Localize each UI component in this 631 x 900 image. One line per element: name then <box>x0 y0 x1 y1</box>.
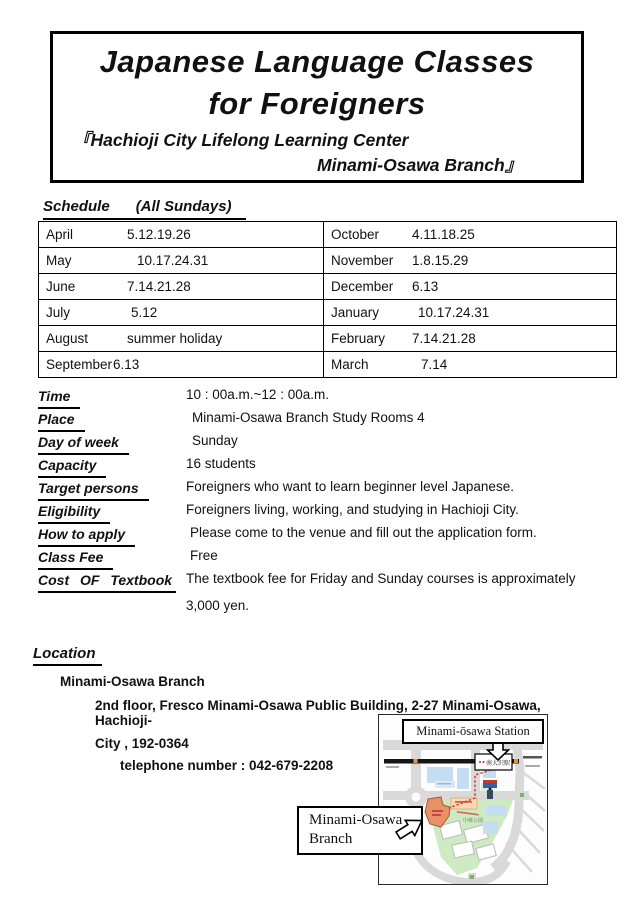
detail-value: Minami-Osawa Branch Study Rooms 4 <box>192 410 425 425</box>
location-address-line2: City , 192-0364 <box>95 736 189 751</box>
schedule-month: April <box>46 227 74 242</box>
detail-value: The textbook fee for Friday and Sunday courses is approximately 3,000 yen. <box>186 571 576 613</box>
schedule-month: March <box>331 357 369 372</box>
detail-label: Cost OF Textbook <box>38 570 186 593</box>
detail-value: Foreigners living, working, and studying in Hachioji City. <box>186 502 519 517</box>
detail-value: 16 students <box>186 456 256 471</box>
down-arrow-icon <box>486 741 510 761</box>
schedule-row <box>39 222 617 248</box>
map-annex <box>451 798 477 809</box>
schedule-cell <box>39 222 324 248</box>
map-park-jp-label: 中郷公園 <box>463 818 484 824</box>
location-heading: Location <box>33 645 102 666</box>
schedule-cell <box>324 222 617 248</box>
schedule-cell <box>324 300 617 326</box>
detail-label: Eligibility <box>38 501 186 524</box>
detail-label: Day of week <box>38 432 186 455</box>
schedule-dates: 5.12 <box>131 305 158 320</box>
detail-label: Time <box>38 386 186 409</box>
schedule-dates: 7.14.21.28 <box>127 279 191 294</box>
schedule-cell <box>324 352 617 378</box>
schedule-dates: 10.17.24.31 <box>418 305 490 320</box>
schedule-dates: 7.14.21.28 <box>412 331 476 346</box>
schedule-row <box>39 248 617 274</box>
schedule-heading-word: Schedule <box>43 198 110 215</box>
location-branch-name: Minami-Osawa Branch <box>60 674 205 689</box>
detail-label: Capacity <box>38 455 186 478</box>
detail-label: Target persons <box>38 478 186 501</box>
schedule-cell <box>39 248 324 274</box>
schedule-dates: 6.13 <box>412 279 439 294</box>
schedule-month: September <box>46 357 113 372</box>
schedule-row <box>39 352 617 378</box>
schedule-dates: 4.11.18.25 <box>412 227 475 242</box>
schedule-cell <box>324 248 617 274</box>
detail-value: Free <box>190 548 218 563</box>
detail-value: Foreigners who want to learn beginner level Japanese. <box>186 479 514 494</box>
page-title-line2: for Foreigners <box>208 86 426 121</box>
schedule-dates: 1.8.15.29 <box>412 253 469 268</box>
detail-label: Class Fee <box>38 547 186 570</box>
branch-arrow-icon <box>392 812 428 844</box>
location-telephone: telephone number : 042-679-2208 <box>120 758 334 773</box>
schedule-cell <box>39 352 324 378</box>
schedule-dates: 7.14 <box>421 357 448 372</box>
page-title-line1: Japanese Language Classes <box>99 44 535 79</box>
map-branch-label-line2: Branch <box>309 831 353 847</box>
schedule-heading <box>43 198 246 220</box>
schedule-month: February <box>331 331 386 346</box>
details-list <box>38 386 613 619</box>
detail-value: 10 : 00a.m.~12 : 00a.m. <box>186 387 329 402</box>
subtitle-line2: Minami-Osawa Branch』 <box>317 155 523 175</box>
map-side-streets <box>506 771 545 872</box>
location-address-line1: 2nd floor, Fresco Minami-Osawa Public Building, 2-27 Minami-Osawa, Hachioji- <box>95 698 541 728</box>
schedule-dates: 5.12.19.26 <box>127 227 191 242</box>
schedule-dates: summer holiday <box>127 331 223 346</box>
map-station-jp-label: 南大沢駅 <box>486 761 511 767</box>
schedule-cell <box>324 326 617 352</box>
detail-value: Please come to the venue and fill out the application form. <box>190 525 537 540</box>
detail-label: Place <box>38 409 186 432</box>
schedule-dates: 6.13 <box>113 357 140 372</box>
schedule-table <box>38 221 617 378</box>
schedule-month: November <box>331 253 394 268</box>
schedule-heading-note: (All Sundays) <box>135 198 232 215</box>
schedule-row <box>39 326 617 352</box>
schedule-cell <box>39 326 324 352</box>
schedule-cell <box>39 274 324 300</box>
schedule-month: July <box>46 305 71 320</box>
title-box <box>50 31 584 183</box>
schedule-month: January <box>331 305 380 320</box>
map-station-label: Minami-ōsawa Station <box>402 719 544 744</box>
schedule-cell <box>39 300 324 326</box>
schedule-month: August <box>46 331 89 346</box>
subtitle-line1: 『Hachioji City Lifelong Learning Center <box>73 130 409 150</box>
schedule-month: December <box>331 279 394 294</box>
map-branch-label-line1: Minami-Osawa <box>309 812 403 828</box>
detail-label: How to apply <box>38 524 186 547</box>
detail-value: Sunday <box>192 433 238 448</box>
schedule-row <box>39 300 617 326</box>
schedule-dates: 10.17.24.31 <box>137 253 209 268</box>
schedule-cell <box>324 274 617 300</box>
schedule-row <box>39 274 617 300</box>
schedule-month: May <box>46 253 72 268</box>
schedule-month: October <box>331 227 380 242</box>
schedule-month: June <box>46 279 76 294</box>
detail-row-cost-of-textbook <box>38 570 613 619</box>
